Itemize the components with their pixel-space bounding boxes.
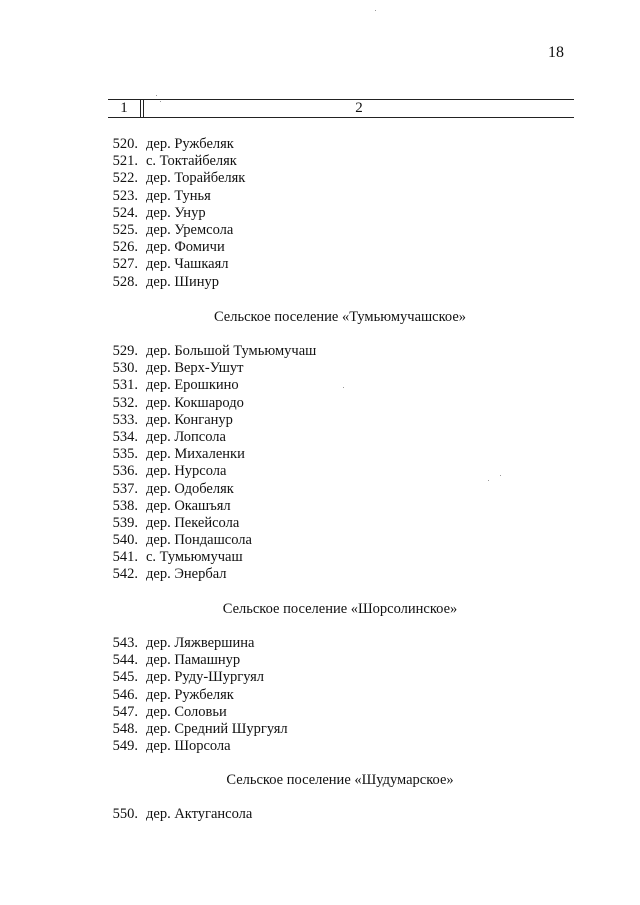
item-number: 531. <box>112 377 138 394</box>
item-number: 532. <box>112 394 138 411</box>
list-item <box>100 170 580 187</box>
item-name: дер. Руду-Шургуял <box>146 669 265 686</box>
list-item <box>100 429 580 446</box>
item-number: 547. <box>112 703 138 720</box>
list-item <box>100 652 580 669</box>
list-item <box>100 532 580 549</box>
list-item <box>100 515 580 532</box>
item-number: 536. <box>112 463 138 480</box>
list-item <box>100 721 580 738</box>
scan-speck <box>156 95 157 96</box>
table-header-col2: 2 <box>355 100 363 116</box>
section-title-shorsolinskoe: Сельское поселение «Шорсолинское» <box>222 601 458 617</box>
item-number: 534. <box>112 428 138 445</box>
item-number: 537. <box>112 480 138 497</box>
list-item <box>100 153 580 170</box>
table-header <box>108 99 574 118</box>
item-number: 538. <box>112 497 138 514</box>
section-title-shudumarskoe: Сельское поселение «Шудумарское» <box>226 772 454 788</box>
item-name: дер. Кокшародо <box>146 394 244 411</box>
list-item <box>100 395 580 412</box>
list-item <box>100 188 580 205</box>
item-number: 533. <box>112 411 138 428</box>
page-number: 18 <box>548 44 564 61</box>
list-item <box>100 498 580 515</box>
item-name: дер. Соловьи <box>146 703 227 720</box>
item-name: дер. Шорсола <box>146 738 231 755</box>
item-name: дер. Тунья <box>146 187 211 204</box>
item-number: 530. <box>112 360 138 377</box>
item-name: дер. Окашъял <box>146 497 231 514</box>
item-number: 542. <box>112 566 138 583</box>
list-item <box>100 343 580 360</box>
item-name: дер. Торайбеляк <box>146 170 246 187</box>
item-name: дер. Ляжвершина <box>146 635 255 651</box>
item-name: дер. Памашнур <box>146 652 241 669</box>
settlement-list-4 <box>100 806 580 823</box>
item-number: 543. <box>112 635 138 651</box>
list-item <box>100 738 580 755</box>
section-title-tumyumuchashskoe: Сельское поселение «Тумьюмучашское» <box>213 309 467 325</box>
settlement-list-2 <box>100 343 580 584</box>
item-name: дер. Энербал <box>146 566 227 583</box>
item-number: 524. <box>112 204 138 221</box>
item-number: 546. <box>112 686 138 703</box>
scan-speck <box>160 101 161 102</box>
item-number: 550. <box>112 806 138 822</box>
item-name: дер. Большой Тумьюмучаш <box>146 343 317 359</box>
item-name: дер. Актугансола <box>146 806 253 822</box>
list-item <box>100 446 580 463</box>
list-item <box>100 549 580 566</box>
list-item <box>100 360 580 377</box>
list-item <box>100 274 580 291</box>
item-name: с. Тумьюмучаш <box>146 549 243 566</box>
item-number: 548. <box>112 720 138 737</box>
list-item <box>100 463 580 480</box>
item-name: дер. Одобеляк <box>146 480 234 497</box>
list-item <box>100 205 580 222</box>
item-number: 528. <box>112 273 138 290</box>
item-name: дер. Фомичи <box>146 239 225 256</box>
item-name: с. Токтайбеляк <box>146 153 237 170</box>
item-name: дер. Конганур <box>146 411 233 428</box>
list-item <box>100 704 580 721</box>
scan-speck <box>343 387 344 388</box>
item-number: 525. <box>112 221 138 238</box>
list-item <box>100 136 580 153</box>
item-name: дер. Михаленки <box>146 446 245 463</box>
list-item <box>100 412 580 429</box>
item-number: 545. <box>112 669 138 686</box>
list-item <box>100 377 580 394</box>
item-number: 535. <box>112 446 138 463</box>
item-name: дер. Шинур <box>146 273 219 290</box>
item-name: дер. Ерошкино <box>146 377 239 394</box>
list-item <box>100 222 580 239</box>
item-name: дер. Ружбеляк <box>146 686 234 703</box>
list-item <box>100 481 580 498</box>
item-name: дер. Унур <box>146 204 206 221</box>
item-number: 527. <box>112 256 138 273</box>
item-number: 520. <box>112 136 138 152</box>
item-name: дер. Уремсола <box>146 221 234 238</box>
item-name: дер. Нурсола <box>146 463 227 480</box>
item-number: 540. <box>112 532 138 549</box>
item-number: 539. <box>112 514 138 531</box>
item-number: 526. <box>112 239 138 256</box>
list-item <box>100 635 580 652</box>
settlement-list-1 <box>100 136 580 291</box>
item-name: дер. Верх-Ушут <box>146 360 244 377</box>
list-item <box>100 806 580 823</box>
item-number: 523. <box>112 187 138 204</box>
scan-speck <box>375 10 376 11</box>
item-name: дер. Средний Шургуял <box>146 720 288 737</box>
item-name: дер. Ружбеляк <box>146 136 234 152</box>
item-name: дер. Лопсола <box>146 428 226 445</box>
scan-speck <box>488 480 489 481</box>
table-header-col1: 1 <box>108 100 141 117</box>
list-item <box>100 256 580 273</box>
item-number: 522. <box>112 170 138 187</box>
list-item <box>100 669 580 686</box>
list-item <box>100 687 580 704</box>
item-name: дер. Пекейсола <box>146 514 240 531</box>
item-number: 529. <box>112 343 138 359</box>
item-number: 549. <box>112 738 138 755</box>
list-item <box>100 566 580 583</box>
item-number: 521. <box>112 153 138 170</box>
list-item <box>100 239 580 256</box>
item-name: дер. Пондашсола <box>146 532 252 549</box>
scan-speck <box>500 475 501 476</box>
item-number: 541. <box>112 549 138 566</box>
settlement-list-3 <box>100 635 580 755</box>
item-number: 544. <box>112 652 138 669</box>
item-name: дер. Чашкаял <box>146 256 229 273</box>
